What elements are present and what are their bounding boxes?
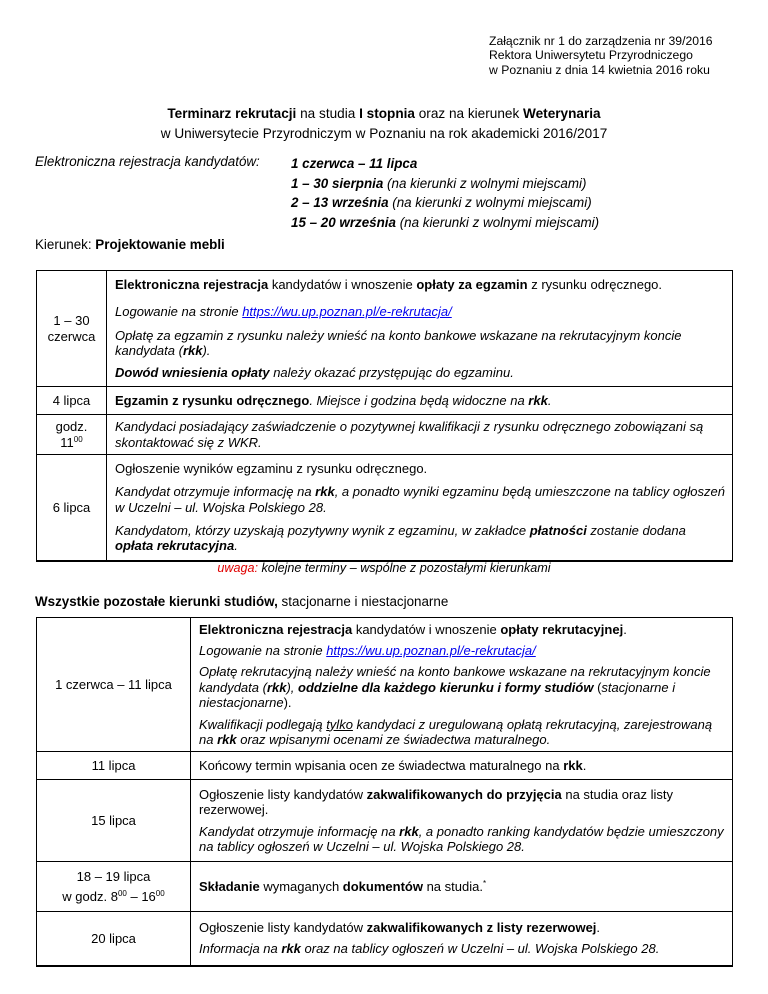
document-title [0,104,768,143]
annex-line-1: Załącznik nr 1 do zarządzenia nr 39/2016 [489,34,713,48]
title-line-2: w Uniwersytecie Przyrodniczym w Poznaniu na rok akademicki 2016/2017 [160,125,608,141]
bold-text: rkk [266,679,287,695]
registration-label: Elektroniczna rejestracja kandydatów: [35,154,260,169]
wszystkie-heading [35,594,448,609]
title-bold-3: Weterynaria [523,106,601,121]
text: 11 [60,434,74,450]
paragraph [115,365,726,380]
text: . [547,392,552,408]
date-text [39,435,104,450]
text: kandydatów i wnoszenie [352,621,501,637]
registration-link[interactable]: https://wu.up.poznan.pl/e-rekrutacja/ [242,304,452,320]
bold-text: rkk [281,941,301,957]
bold-text: Dowód wniesienia opłaty [115,364,270,380]
date-cell [37,415,107,455]
superscript: 00 [73,434,83,444]
date-text [39,889,188,904]
text: . [234,538,238,554]
text: Kwalifikacji podlegają [199,716,327,732]
bold-text: Wszystkie pozostałe kierunki studiów, [35,594,278,609]
bold-text: rkk [399,823,419,839]
date-text: czerwca [47,328,96,344]
bold-text: Składanie [199,878,260,894]
paragraph [115,484,726,515]
text: . [596,919,601,935]
title-bold-2: I stopnia [359,106,415,121]
text: z rysunku odręcznego. [527,276,663,292]
description-cell [191,912,733,966]
text: Ogłoszenie listy kandydatów [199,919,367,935]
text: , a ponadto wyniki egzaminu będą umieszczone na tablicy ogłoszeń w Uczelni – ul. Wojska Polskiego 28. [115,484,725,515]
text: zostanie dodana [586,522,686,538]
text: . [623,621,627,637]
bold-text: Elektroniczna rejestracja [115,276,269,292]
paragraph [199,941,726,956]
table-row [37,387,733,415]
bold-text: zakwalifikowanych z listy rezerwowej [366,919,597,935]
bold-text: rkk [563,757,583,773]
bold-text: rkk [315,484,335,500]
description-cell [191,752,733,780]
table-row [37,912,733,966]
text: Kandydatom, którzy uzyskają pozytywny wynik z egzaminu, w zakładce [115,522,530,538]
date-note: (na kierunki z wolnymi miejscami) [388,195,592,210]
bold-text: rkk [217,732,237,748]
description-cell [107,455,733,561]
text: Końcowy termin wpisania ocen ze świadectwa maturalnego na [199,757,564,773]
registration-link[interactable]: https://wu.up.poznan.pl/e-rekrutacja/ [326,642,536,658]
kierunek-name: Projektowanie mebli [95,237,225,252]
text: ). [283,695,292,711]
text: – 16 [126,888,156,904]
date-cell: 6 lipca [37,455,107,561]
bold-text: Elektroniczna rejestracja [199,621,353,637]
title-text-2: oraz na kierunek [414,106,524,121]
paragraph [199,643,726,658]
text: Logowanie na stronie [199,642,327,658]
description-cell [107,387,733,415]
text: stacjonarne i niestacjonarne [277,594,449,609]
uwaga-text: kolejne terminy – wspólne z pozostałymi kierunkami [258,561,551,575]
annex-header [489,34,713,77]
date-cell [37,271,107,387]
bold-text: oddzielne dla każdego kierunku i formy studiów [298,679,594,695]
date-range: 15 – 20 września [291,214,396,230]
paragraph [115,523,726,554]
bold-text: dokumentów [342,878,423,894]
text: Opłatę rekrutacyjną należy wnieść na konto bankowe wskazane na rekrutacyjnym koncie kandydata ( [199,664,711,695]
bold-text: opłaty rekrutacyjnej [500,621,624,637]
description-cell: Kandydaci posiadający zaświadczenie o pozytywnej kwalifikacji z rysunku odręcznego zobowiązani są skontaktować się z WKR. [107,415,733,455]
title-bold-1: Terminarz rekrutacji [167,106,297,121]
table-row [37,271,733,387]
table-row [37,618,733,752]
date-range: 1 – 30 sierpnia [291,175,384,191]
text: oraz wpisanymi ocenami ze świadectwa maturalnego. [236,732,551,748]
text: , a ponadto ranking kandydatów będzie umieszczony na tablicy ogłoszeń w Uczelni – ul. Wojska Polskiego 28. [199,823,724,854]
bold-text: płatności [529,522,587,538]
table-row [37,862,733,912]
description-cell [191,862,733,912]
text: Ogłoszenie listy kandydatów [199,786,367,802]
text: Kandydat otrzymuje informację na [115,484,316,500]
text: . Miejsce i godzina będą widoczne na [309,392,529,408]
bold-text: zakwalifikowanych do przyjęcia [366,786,562,802]
registration-date-1 [291,154,599,174]
description-cell [107,271,733,387]
date-range: 1 czerwca – 11 lipca [291,156,418,171]
superscript: 00 [155,888,165,898]
text: Opłatę za egzamin z rysunku należy wnieść na konto bankowe wskazane na rekrutacyjnym koncie kandydata ( [115,327,682,359]
annex-line-2: Rektora Uniwersytetu Przyrodniczego [489,48,693,63]
superscript: 00 [117,888,127,898]
bold-text: opłaty za egzamin [416,276,528,292]
registration-dates [291,154,599,232]
paragraph [115,328,726,359]
paragraph [199,622,726,637]
table-row [37,780,733,862]
description-cell [191,780,733,862]
date-cell: 4 lipca [37,387,107,415]
registration-date-3 [291,193,599,213]
text: w godz. 8 [62,888,118,904]
text: kandydatów i wnoszenie [268,276,417,292]
table-row [37,752,733,780]
date-cell: 1 czerwca – 11 lipca [37,618,191,752]
text: stacjonarne i niestacjonarne [199,679,676,711]
text: należy okazać przystępując do egzaminu. [269,364,514,380]
text: ( [593,679,602,695]
underlined-text: tylko [326,716,353,732]
footnote-marker: * [482,878,487,888]
text: na studia oraz listy rezerwowej. [199,786,674,818]
title-line-1 [0,104,768,124]
text: Kandydat otrzymuje informację na [199,823,400,839]
date-cell: 15 lipca [37,780,191,862]
date-cell: 11 lipca [37,752,191,780]
kierunek-heading [35,237,225,252]
paragraph [115,277,726,292]
date-text: 1 – 30 [53,313,90,329]
date-range: 2 – 13 września [291,195,389,210]
title-text-1: na studia [296,106,360,121]
registration-date-2 [291,174,599,194]
bold-text: rkk [528,392,548,408]
bold-text: rkk [182,343,203,359]
paragraph: Ogłoszenie wyników egzaminu z rysunku odręcznego. [115,460,428,476]
paragraph [199,824,726,855]
date-cell: 20 lipca [37,912,191,966]
text: na studia. [422,878,483,894]
uwaga-label: uwaga: [217,561,259,575]
paragraph [199,664,726,710]
annex-line-3: w Poznaniu z dnia 14 kwietnia 2016 roku [489,62,710,77]
text: Logowanie na stronie [115,304,243,320]
paragraph [199,920,726,935]
table-row [37,415,733,455]
paragraph [199,787,726,818]
text: wymaganych [259,878,343,894]
text: kandydaci z uregulowaną opłatą rekrutacyjną, zarejestrowaną na [199,716,713,748]
bold-text: opłata rekrutacyjna [115,538,235,554]
date-note: (na kierunki z wolnymi miejscami) [383,175,587,191]
uwaga-note [0,561,768,575]
description-cell [191,618,733,752]
paragraph [199,717,726,748]
kierunek-label: Kierunek: [35,237,96,252]
date-note: (na kierunki z wolnymi miejscami) [395,214,600,230]
schedule-table-projektowanie [36,270,733,562]
text: Informacja na [199,941,282,957]
text: . [582,757,587,773]
text: oraz na tablicy ogłoszeń w Uczelni – ul. Wojska Polskiego 28. [300,941,660,957]
schedule-table-all [36,617,733,967]
date-text: 18 – 19 lipca [76,869,151,885]
text: ). [202,343,211,359]
table-row [37,455,733,561]
date-cell [37,862,191,912]
bold-text: Egzamin z rysunku odręcznego [115,392,310,408]
text: ), [286,679,299,695]
date-text: godz. [55,419,88,435]
paragraph [115,304,726,319]
registration-date-4 [291,213,599,233]
